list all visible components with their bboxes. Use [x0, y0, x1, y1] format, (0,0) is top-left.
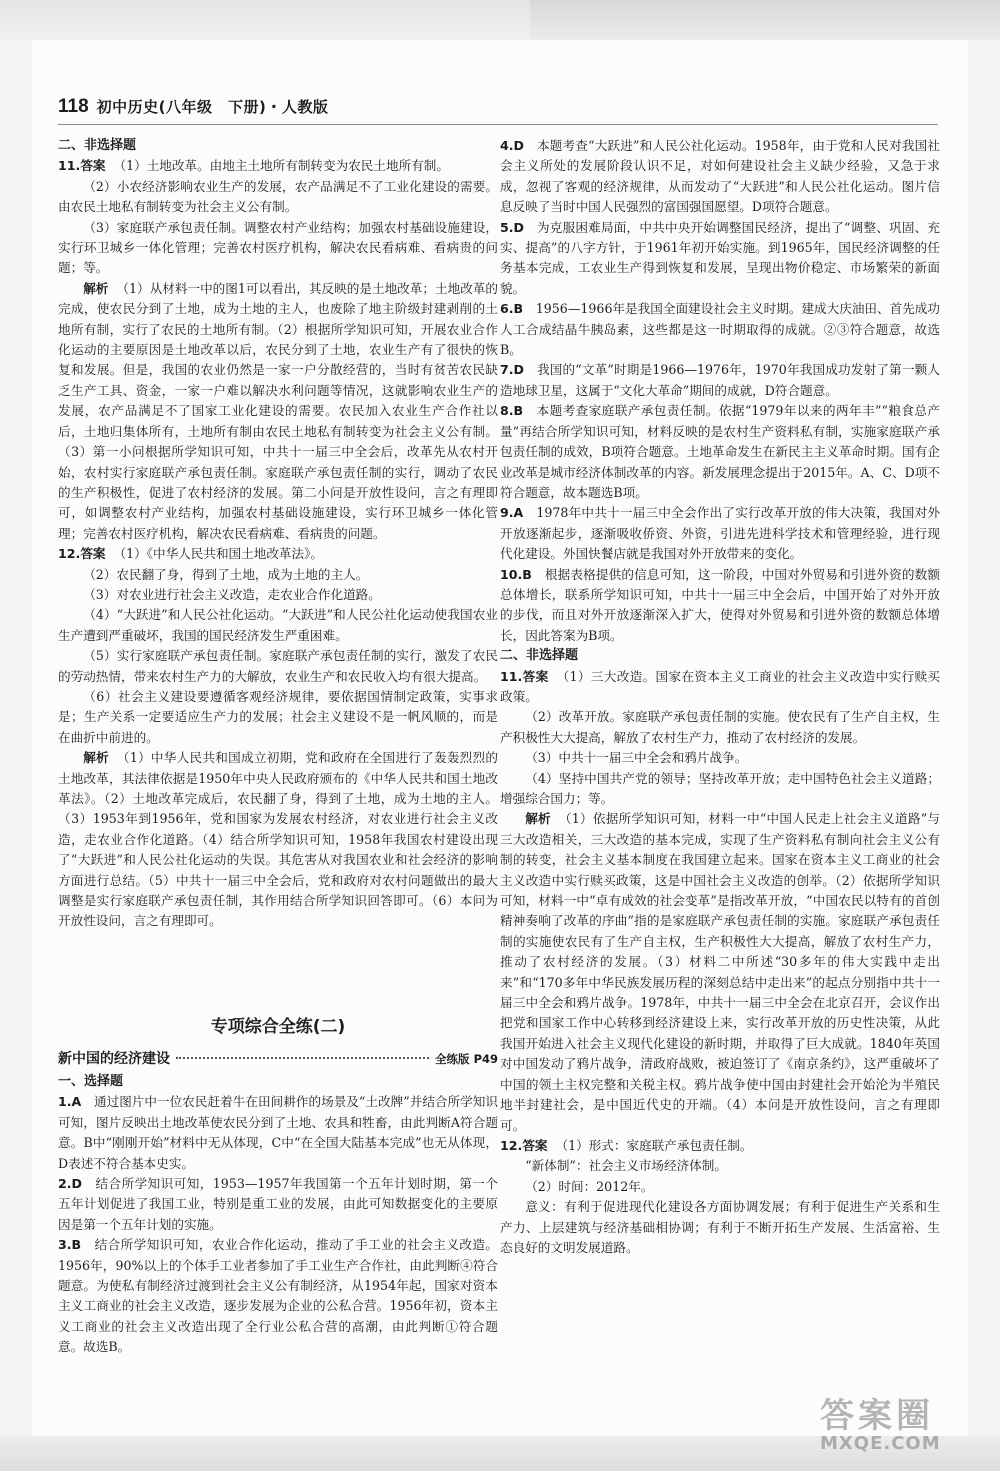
choice-item [58, 1174, 498, 1235]
answer-line: “新体制”：社会主义市场经济体制。 [525, 1158, 727, 1174]
choice-text: 我国的“文革”时期是1966—1976年，1970年我国成功发射了第一颗人造地球卫星，这属于“文化大革命”期间的成就，D符合题意。 [500, 362, 941, 398]
choice-item [500, 218, 940, 300]
choice-item [500, 299, 940, 360]
answer-line: （6）社会主义建设要遵循客观经济规律，要依据国情制定政策，实事求是；生产关系一定要适应生产力的发展；社会主义建设不是一帆风顺的，而是在曲折中前进的。 [58, 688, 498, 745]
answer-line: （1）土地改革。由地主土地所有制转变为农民土地所有制。 [113, 158, 449, 174]
question-12 [58, 544, 498, 932]
choice-text: 本题考查“大跃进”和人民公社化运动。1958年，由于党和人民对我国社会主义所处的发展阶段认识不足，对如何建设社会主义缺少经验，又急于求成，忽视了客观的经济规律，从而发动了“大跃进”和人民公社化运动。图片信息反映了当时中国人民强烈的富国强国愿望。D项符合题意。 [500, 138, 940, 215]
question-number: 12. [58, 546, 81, 562]
analysis-tag: 解析 [83, 750, 109, 766]
answer-line: （2）农民翻了身，得到了土地，成为土地的主人。 [83, 566, 369, 582]
question-number: 12. [500, 1137, 523, 1153]
choice-number: 10.B [500, 566, 532, 582]
answer-tag: 答案 [522, 1137, 548, 1153]
choice-number: 4.D [500, 138, 525, 153]
answer-line: （1）三大改造。国家在资本主义工商业的社会主义改造中实行赎买政策。 [500, 668, 941, 704]
choice-number: 7.D [500, 362, 525, 378]
unit-title-row [58, 1048, 498, 1070]
choice-item [500, 136, 940, 218]
answer-line: （2）时间：2012年。 [525, 1178, 654, 1194]
answer-line: （1）《中华人民共和国土地改革法》。 [113, 546, 324, 562]
analysis-text: （1）中华人民共和国成立初期，党和政府在全国进行了轰轰烈烈的土地改革，其法律依据是1950年中央人民政府颁布的《中华人民共和国土地改革法》。（2）土地改革完成后，农民翻了身，得到了土地，成为土地的主人。（3）1953年到1956年，党和国家为发展农村经济，对农业进行社会主义改造，走农业合作化道路。（4）结合所学知识可知，1958年我国农村建设出现了“大跃进”和人民公社化运动的失误。其危害从对我国农业和社会经济的影响方面进行总结。（5）中共十一届三中全会后，党和政府对农村问题做出的最大调整是实行家庭联产承包责任制，其作用结合所学知识回答即可。（6）本问为开放性设问，言之有理即可。 [58, 750, 499, 929]
answer-line: 意义：有利于促进现代化建设各方面协调发展；有利于促进生产关系和生产力、上层建筑与经济基础相协调；有利于不断开拓生产发展、生活富裕、生态良好的文明发展道路。 [500, 1199, 940, 1255]
choice-text: 为克服困难局面，中共中央开始调整国民经济，提出了“调整、巩固、充实、提高”的八字方针，于1961年初开始实施。到1965年，国民经济调整的任务基本完成，工农业生产得到恢复和发展，呈现出物价稳定、市场繁荣的新面貌。 [500, 219, 940, 296]
choice-item [500, 565, 940, 647]
analysis-text: （1）依据所学知识可知，材料一中“中国人民走上社会主义道路”与三大改造相关，三大改造的基本完成，实现了生产资料私有制向社会主义公有制的转变，社会主义基本制度在我国建立起来。国家在资本主义工商业的社会主义改造中实行赎买政策，这是中国社会主义改造的创举。（2）依据所学知识可知，材料一中“卓有成效的社会变革”是指改革开放，“中国农民以特有的首创精神奏响了改革的序曲”指的是家庭联产承包责任制的实施。家庭联产承包责任制的实施使农民有了生产自主权，生产积极性大大提高，解放了农村生产力，推动了农村经济的发展。（3）材料二中所述“30多年的伟大实践中走出来”和“170多年中华民族发展历程的深刻总结中走出来”的起点分别指中共十一届三中全会和鸦片战争。1978年，中共十一届三中全会在北京召开，会议作出把党和国家工作中心转移到经济建设上来，实行改革开放的历史性决策，从此我国开始进入社会主义现代化建设的新时期，并取得了巨大成就。1840年英国对中国发动了鸦片战争，清政府战败，被迫签订了《南京条约》，这严重破坏了中国的领土主权完整和关税主权。鸦片战争使中国由封建社会开始沦为半殖民地半封建社会，是中国近代史的开端。（4）本问是开放性设问，言之有理即可。 [500, 811, 941, 1133]
choice-item [58, 1235, 498, 1357]
answer-line: （3）中共十一届三中全会和鸦片战争。 [525, 750, 748, 766]
question-11 [58, 156, 498, 544]
answer-line: （3）对农业进行社会主义改造，走农业合作化道路。 [83, 586, 381, 602]
right-column [500, 136, 940, 1258]
answer-line: （2）小农经济影响农业生产的发展，农产品满足不了工业化建设的需要。由农民土地私有制转变为社会主义公有制。 [58, 178, 498, 215]
analysis-tag: 解析 [83, 280, 109, 296]
question-number: 11. [500, 668, 523, 684]
choice-number: 5.D [500, 219, 525, 235]
analysis-tag: 解析 [525, 811, 551, 827]
scan-fold-shadow [530, 0, 1000, 40]
watermark-url: MXQE.COM [820, 1433, 941, 1454]
choice-item [58, 1092, 498, 1174]
watermark-logo-text: 答案圈 [820, 1396, 934, 1436]
analysis-text: （1）从材料一中的图1可以看出，其反映的是土地改革；土地改革的完成，使农民分到了土地，成为土地的主人，也废除了地主阶级封建剥削的土地所有制，实行了农民的土地所有制。（2）根据所学知识可知，开展农业合作化运动的主要原因是土地改革以后，农民分到了土地，农业生产有了很快的恢复和发展。但是，我国的农业仍然是一家一户分散经营的，当时有贫苦农民缺乏生产工具、资金，一家一户难以解决水利问题等情况，这就影响农业生产的发展，农产品满足不了国家工业化建设的需要。农民加入农业生产合作社以后，土地归集体所有，土地所有制由农民土地私有制转变为社会主义公有制。（3）第一小问根据所学知识可知，中共十一届三中全会后，改革先从农村开始，农村实行家庭联产承包责任制。家庭联产承包责任制的实行，调动了农民的生产积极性，促进了农村经济的发展。第二小问是开放性设问，言之有理即可，如调整农村产业结构，加强农村基础设施建设，实行环卫城乡一体化管理；完善农村医疗机构，解决农民看病难、看病贵的问题。 [58, 280, 499, 541]
site-watermark [820, 1388, 970, 1468]
answer-line: （4）坚持中国共产党的领导；坚持改革开放；走中国特色社会主义道路；增强综合国力；等。 [500, 770, 940, 806]
answer-tag: 答案 [522, 668, 549, 684]
book-title: 初中历史(八年级 下册)・人教版 [96, 98, 329, 116]
section-heading: 一、选择题 [58, 1074, 124, 1089]
answer-line: （4）“大跃进”和人民公社化运动。“大跃进”和人民公社化运动使我国农业生产遭到严重破坏，我国的国民经济发生严重困难。 [58, 607, 498, 643]
question-number: 11. [58, 158, 81, 174]
page-number: 118 [58, 96, 89, 117]
choice-text: 1978年中共十一届三中全会作出了实行改革开放的伟大决策，我国对外开放逐渐起步，逐渐吸收侨资、外资，引进先进科学技术和管理经验，进行现代化建设。外国快餐店就是我国对外开放带来的变化。 [500, 505, 941, 562]
section-heading: 二、非选择题 [500, 648, 579, 664]
choice-text: 1956—1966年是我国全面建设社会主义时期。建成大庆油田、首先成功人工合成结晶牛胰岛素，这些都是这一时期取得的成就。②③符合题意，故选B。 [500, 301, 940, 358]
choice-text: 根据表格提供的信息可知，这一阶段，中国对外贸易和引进外资的数额总体增长，联系所学知识可知，中共十一届三中全会后，中国开始了对外开放的步伐，而且对外开放逐渐深入扩大，使得对外贸易和引进外资的数额总体增长，因此答案为B项。 [500, 566, 941, 643]
dot-leader [176, 1057, 429, 1059]
answer-line: （3）家庭联产承包责任制。调整农村产业结构；加强农村基础设施建设，实行环卫城乡一体化管理；完善农村医疗机构，解决农民看病难、看病贵的问题；等。 [58, 219, 498, 276]
page-header [58, 96, 328, 120]
special-practice-title: 专项综合全练(二) [210, 1017, 346, 1037]
unit-title: 新中国的经济建设 [58, 1051, 170, 1067]
choice-text: 本题考查家庭联产承包责任制。依据“1979年以来的两年丰”“粮食总产量”再结合所学知识可知，材料反映的是农村生产资料私有制，实施家庭联产承包责任制的成效，B项符合题意。土地革命发生在新民主主义革命时期。国有企业改革是城市经济体制改革的内容。新发展理念提出于2015年。A、C、D项不符合题意，故本题选B项。 [500, 403, 940, 500]
header-rule [58, 124, 938, 125]
choice-number: 6.B [500, 301, 524, 317]
choice-item [500, 401, 940, 503]
answer-line: （2）改革开放。家庭联产承包责任制的实施。使农民有了生产自主权，生产积极性大大提高，解放了农村生产力，推动了农村经济的发展。 [500, 709, 940, 745]
left-column-lower [58, 1072, 498, 1358]
choice-text: 通过图片中一位农民赶着牛在田间耕作的场景及“土改牌”并结合所学知识可知，图片反映出土地改革使农民分到了土地、农具和牲畜，由此判断A符合题意。B中“刚刚开始”材料中无从体现，C中“在全国大陆基本完成”也无从体现，D表述不符合基本史实。 [58, 1094, 499, 1171]
choice-text: 结合所学知识可知，农业合作化运动，推动了手工业的社会主义改造。1956年，90%以上的个体手工业者参加了手工业生产合作社，由此判断④符合题意。为使私有制经济过渡到社会主义公有制经济，从1954年起，国家对资本主义工商业的社会主义改造，逐步发展为企业的公私合营。1956年初，资本主义工商业的社会主义改造出现了全行业公私合营的高潮，由此判断①符合题意。故选B。 [58, 1237, 499, 1355]
choice-number: 2.D [58, 1176, 83, 1192]
answer-line: （1）形式：家庭联产承包责任制。 [555, 1137, 753, 1153]
answer-line: （5）实行家庭联产承包责任制。家庭联产承包责任制的实行，激发了农民的劳动热情，带来农村生产力的大解放，农业生产和农民收入均有很大提高。 [58, 648, 498, 684]
choice-item [500, 360, 940, 401]
choice-number: 3.B [58, 1237, 82, 1253]
left-column [58, 136, 498, 932]
answer-tag: 答案 [80, 158, 106, 174]
question-12 [500, 1136, 940, 1258]
choice-number: 8.B [500, 403, 524, 419]
choice-number: 9.A [500, 505, 524, 521]
choice-item [500, 503, 940, 564]
section-heading: 二、非选择题 [58, 138, 137, 153]
choice-text: 结合所学知识可知，1953—1957年我国第一个五年计划时期，第一个五年计划促进了我国工业，特别是重工业的发展，由此可知数据变化的主要原因是第一个五年计划的实施。 [58, 1176, 499, 1232]
answer-tag: 答案 [80, 546, 106, 562]
page-reference: 全练版 P49 [435, 1052, 498, 1066]
question-11 [500, 667, 940, 1136]
choice-number: 1.A [58, 1094, 82, 1110]
scan-top-band [0, 0, 1000, 40]
